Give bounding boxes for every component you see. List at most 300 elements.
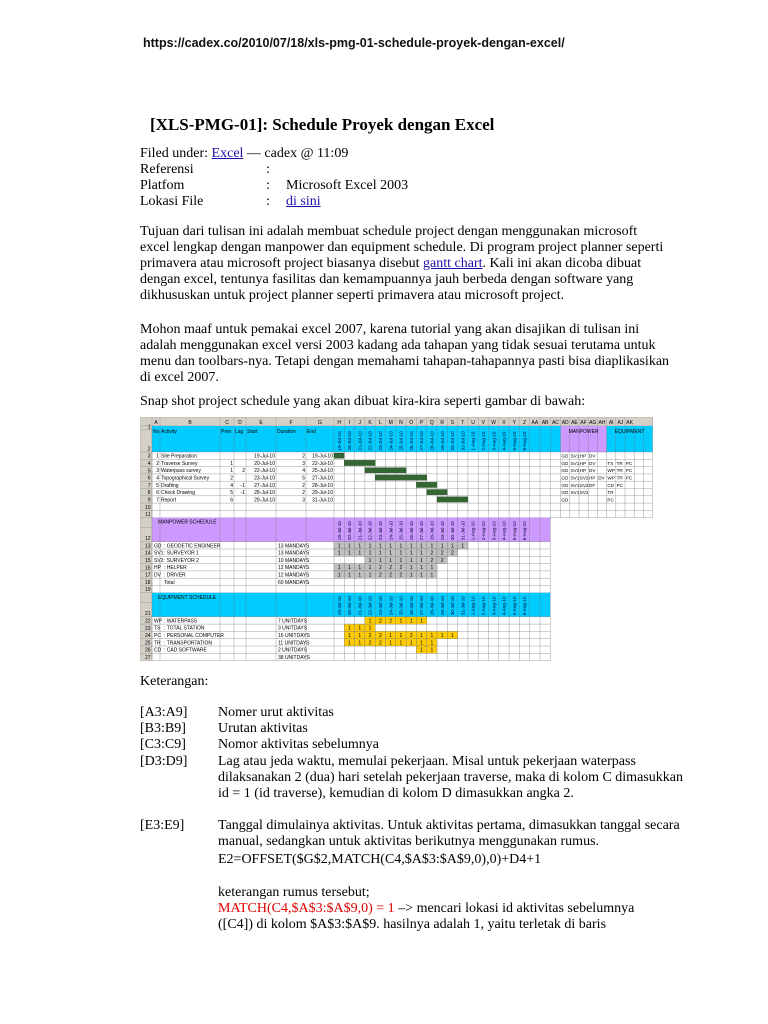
ref-a xyxy=(140,705,688,721)
activity-duration: 2 xyxy=(302,453,305,460)
activity-end: 25-Jul-10 xyxy=(312,468,333,475)
page-url: https://cadex.co/2010/07/18/xls-pmg-01-schedule-proyek-dengan-excel/ xyxy=(143,36,565,50)
section-date-label: 22-Jul-10 xyxy=(367,521,373,541)
schedule-value: 1 xyxy=(420,572,423,579)
column-letter: L xyxy=(378,420,382,426)
section-date-label: 4-Aug-10 xyxy=(501,521,507,541)
manpower-code: HP xyxy=(579,453,587,459)
schedule-code: DV xyxy=(154,572,161,579)
schedule-value: 1 xyxy=(451,543,454,550)
activity-duration: 3 xyxy=(302,497,305,504)
manpower-code: SV2 xyxy=(570,468,580,474)
column-letter: Z xyxy=(523,420,527,426)
activity-prev: 4 xyxy=(230,482,233,489)
schedule-value: 1 xyxy=(420,557,423,564)
schedule-qty: 3 UNITDAYS xyxy=(278,625,308,632)
row-number: 7 xyxy=(147,482,151,489)
file-location-link[interactable]: di sini xyxy=(286,194,321,209)
meta-value: Microsoft Excel 2003 xyxy=(286,178,409,193)
schedule-value: 1 xyxy=(358,640,362,647)
schedule-value: 1 xyxy=(430,572,434,579)
section-date-label: 26-Jul-10 xyxy=(408,596,414,616)
row-number: 23 xyxy=(144,625,151,632)
schedule-value: 1 xyxy=(451,633,454,639)
schedule-value: 1 xyxy=(399,618,403,625)
schedule-value: 1 xyxy=(348,640,351,647)
date-header: 21-Jul-10 xyxy=(357,431,363,451)
spreadsheet-snapshot xyxy=(140,417,768,663)
schedule-value: 1 xyxy=(348,543,351,550)
manpower-code: HP xyxy=(579,460,587,466)
section-date-label: 26-Jul-10 xyxy=(408,521,414,541)
ref-description: Lag atau jeda waktu, memulai pekerjaan. Misal untuk pekerjaan waterpass dilaksanakan 2 (dua) hari setelah pekerjaan traverse, maka di kolom C dimasukkan id = 1 (id traverse), kemudian di kolom D dimasukkan angka 2. xyxy=(218,754,683,801)
activity-name: Site Preparation xyxy=(161,453,197,460)
excel-category-link[interactable]: Excel xyxy=(211,146,244,161)
column-letter: H xyxy=(337,420,341,426)
schedule-value: 1 xyxy=(389,640,393,647)
row-number: 24 xyxy=(144,633,151,640)
activity-lag: -1 xyxy=(240,490,245,497)
section-date-label: 2-Aug-10 xyxy=(480,521,486,541)
activity-start: 28-Jul-10 xyxy=(254,490,275,497)
ref-b xyxy=(140,721,688,737)
manpower-code: SV1 xyxy=(570,490,580,496)
section-date-label: 20-Jul-10 xyxy=(347,521,353,541)
schedule-value: 2 xyxy=(389,618,393,625)
activity-prev: 5 xyxy=(230,490,233,497)
section-date-label: 20-Jul-10 xyxy=(347,596,353,616)
manpower-code: SV2 xyxy=(579,482,589,488)
equipment-code: WP xyxy=(607,468,615,474)
schedule-value: 2 xyxy=(378,640,382,647)
meta-lokasi-file xyxy=(140,194,540,210)
schedule-name: : GEODETIC ENGINEER xyxy=(164,543,221,550)
excel-version-paragraph: Mohon maaf untuk pemakai excel 2007, karena tutorial yang akan disajikan di tulisan ini adalah menggunakan excel versi 2003 kadang ada tahapan yang tidak sesuai terutama untuk menu dan toolbars-nya. Tetapi dengan memahami tahapan-tahapannya pasti bisa diaplikasikan di excel 2007. xyxy=(140,322,670,385)
column-letter: U xyxy=(471,420,475,426)
schedule-value: 1 xyxy=(420,618,423,625)
date-header: 30-Jul-10 xyxy=(450,431,456,451)
schedule-name: : TRANSPORTATION xyxy=(164,640,212,647)
manpower-code: SV1 xyxy=(570,482,580,488)
section-date-label: 5-Aug-10 xyxy=(511,521,517,541)
row-number: 4 xyxy=(147,461,151,467)
equipment-code: PC xyxy=(616,482,623,488)
row-number: 13 xyxy=(144,543,151,550)
equipment-code: TR xyxy=(616,475,623,481)
manpower-code: GD xyxy=(561,490,569,496)
activity-duration: 3 xyxy=(302,460,305,467)
column-letter: S xyxy=(450,420,455,426)
page-title: [XLS-PMG-01]: Schedule Proyek dengan Excel xyxy=(150,115,495,134)
match-formula: MATCH(C4,$A$3:$A$9,0) = 1 xyxy=(218,901,395,916)
schedule-value: 1 xyxy=(337,550,341,557)
schedule-value: 1 xyxy=(348,625,351,632)
ref-range: [C3:C9] xyxy=(140,737,186,752)
column-header-duration: Duration xyxy=(277,429,296,435)
schedule-value: 1 xyxy=(440,633,444,639)
schedule-value: 2 xyxy=(389,572,393,579)
section-date-label: 4-Aug-10 xyxy=(501,596,507,616)
activity-name: Check Drawing xyxy=(161,490,195,497)
equipment-code: TR xyxy=(616,460,623,466)
date-header: 22-Jul-10 xyxy=(367,431,373,451)
row-number: 5 xyxy=(147,468,151,475)
schedule-value: 1 xyxy=(348,565,351,572)
intro-text-rest: . Kali ini akan dicoba dibuat dengan excel, tentunya fasilitas dan kemampuannya jauh berbeda dengan software yang dikhususkan untuk project planner seperti primavera atau microsoft project. xyxy=(140,256,642,303)
column-letter: AF xyxy=(580,420,587,426)
column-letter: AI xyxy=(608,420,614,426)
column-header-activity: Activity xyxy=(161,429,177,435)
activity-end: 31-Jul-10 xyxy=(312,497,333,504)
column-letter: AG xyxy=(589,420,597,426)
match-explanation-text: –> mencari lokasi id aktivitas sebelumnya ([C4]) di kolom $A$3:$A$9. hasilnya adalah 1, yaitu terletak di baris xyxy=(218,901,635,932)
row-number: 14 xyxy=(144,550,151,557)
date-header: 25-Jul-10 xyxy=(398,431,404,451)
schedule-code: HP xyxy=(154,565,161,572)
activity-start: 27-Jul-10 xyxy=(254,482,275,489)
match-explanation xyxy=(218,901,668,933)
schedule-value: 1 xyxy=(399,557,403,564)
equipment-code: PC xyxy=(625,468,633,474)
section-date-label: 25-Jul-10 xyxy=(398,596,404,616)
date-header: 24-Jul-10 xyxy=(388,431,394,451)
schedule-qty: 13 MANDAYS xyxy=(278,543,310,550)
schedule-value: 1 xyxy=(430,640,434,647)
manpower-code: GD xyxy=(561,497,569,503)
manpower-code: DF xyxy=(589,482,596,488)
activity-prev: 1 xyxy=(230,460,233,467)
row-number: 17 xyxy=(144,572,151,579)
activity-end: 19-Jul-10 xyxy=(312,453,333,460)
activity-end: 22-Jul-10 xyxy=(312,460,333,467)
schedule-value: 1 xyxy=(399,543,403,550)
date-header: 1-Aug-10 xyxy=(470,431,476,451)
section-date-label: 1-Aug-10 xyxy=(470,521,476,541)
equipment-total-qty: 38 UNITDAYS xyxy=(278,654,310,661)
section-date-label: 31-Jul-10 xyxy=(460,596,466,616)
schedule-code: GD xyxy=(154,543,162,550)
schedule-name: : DRIVER xyxy=(164,572,186,579)
date-header: 29-Jul-10 xyxy=(439,431,445,451)
activity-start: 29-Jul-10 xyxy=(254,497,275,504)
section-date-label: 1-Aug-10 xyxy=(470,596,476,616)
equipment-code: CD xyxy=(607,482,615,488)
section-date-label: 24-Jul-10 xyxy=(388,521,394,541)
schedule-value: 1 xyxy=(358,565,362,572)
schedule-name: : TOTAL STATION xyxy=(164,625,205,632)
section-date-label: 25-Jul-10 xyxy=(398,521,404,541)
activity-lag: 2 xyxy=(242,468,245,475)
schedule-code: CD xyxy=(154,647,162,654)
schedule-value: 2 xyxy=(378,572,382,579)
schedule-qty: 12 MANDAYS xyxy=(278,572,310,579)
meta-key: Lokasi File xyxy=(140,194,204,209)
column-letter: D xyxy=(238,420,242,426)
section-date-label: 28-Jul-10 xyxy=(429,521,435,541)
schedule-value: 1 xyxy=(430,647,434,654)
row-number: 8 xyxy=(147,490,151,497)
schedule-value: 1 xyxy=(430,565,434,572)
column-letter: N xyxy=(399,420,403,426)
row-number: 19 xyxy=(144,587,151,594)
activity-no: 2 xyxy=(156,460,159,467)
schedule-value: 1 xyxy=(389,633,393,639)
schedule-value: 1 xyxy=(409,618,413,625)
column-letter: AE xyxy=(571,420,578,426)
column-header-prev: Prev xyxy=(221,429,232,435)
schedule-value: 2 xyxy=(440,557,444,564)
section-date-label: 5-Aug-10 xyxy=(511,596,517,616)
section-date-label: 3-Aug-10 xyxy=(491,521,497,541)
schedule-name: : SURVEYOR 2 xyxy=(164,557,199,564)
ref-description: Urutan aktivitas xyxy=(218,721,308,736)
filed-under-prefix: Filed under: xyxy=(140,146,212,161)
activity-no: 3 xyxy=(156,468,159,475)
section-date-label: 30-Jul-10 xyxy=(450,521,456,541)
schedule-value: 2 xyxy=(440,550,444,557)
column-letter: X xyxy=(502,420,506,426)
activity-no: 4 xyxy=(156,475,159,482)
schedule-name: : WATERPASS xyxy=(164,618,198,625)
column-letter: C xyxy=(225,420,229,426)
schedule-value: 1 xyxy=(358,550,362,557)
schedule-value: 1 xyxy=(389,543,393,550)
row-number: 25 xyxy=(144,640,151,647)
activity-duration: 5 xyxy=(302,475,305,482)
section-date-label: 27-Jul-10 xyxy=(419,521,425,541)
activity-start: 23-Jul-10 xyxy=(254,475,275,482)
section-date-label: 21-Jul-10 xyxy=(357,521,363,541)
schedule-code: TS xyxy=(154,625,161,632)
column-letter: O xyxy=(409,420,414,426)
date-header: 5-Aug-10 xyxy=(511,431,517,451)
ref-d xyxy=(140,754,688,818)
schedule-name: : PERSONAL COMPUTER xyxy=(164,633,224,639)
schedule-qty: 11 UNITDAYS xyxy=(278,640,310,647)
schedule-value: 1 xyxy=(348,572,351,579)
column-letter: V xyxy=(481,420,486,426)
column-letter: AA xyxy=(531,420,539,426)
schedule-value: 1 xyxy=(368,543,372,550)
schedule-value: 2 xyxy=(430,557,434,564)
manpower-code: DV xyxy=(589,468,596,474)
formula: E2=OFFSET($G$2,MATCH(C4,$A$3:$A$9,0),0)+D4+1 xyxy=(218,852,542,867)
row-number: 21 xyxy=(144,611,151,618)
date-header: 20-Jul-10 xyxy=(347,431,353,451)
column-letter: K xyxy=(368,420,372,426)
gantt-bar xyxy=(365,468,406,473)
column-header-no: No xyxy=(153,429,160,435)
column-letter: E xyxy=(259,420,263,426)
ref-range: [B3:B9] xyxy=(140,721,186,736)
activity-end: 29-Jul-10 xyxy=(312,490,333,497)
gantt-chart-link[interactable]: gantt chart xyxy=(423,256,483,271)
section-date-label: 23-Jul-10 xyxy=(377,596,383,616)
row-header xyxy=(140,518,152,528)
schedule-value: 1 xyxy=(409,543,413,550)
column-letter: W xyxy=(491,420,497,426)
column-letter: M xyxy=(388,420,393,426)
schedule-value: 1 xyxy=(430,633,434,639)
column-letter: AD xyxy=(561,420,569,426)
equipment-code: WP xyxy=(607,475,615,481)
schedule-code: WP xyxy=(154,618,163,625)
section-date-label: 6-Aug-10 xyxy=(522,521,528,541)
manpower-code: HP xyxy=(589,475,596,481)
snapshot-paragraph: Snap shot project schedule yang akan dibuat kira-kira seperti gambar di bawah: xyxy=(140,394,586,409)
manpower-code: DV xyxy=(589,460,596,466)
schedule-value: 1 xyxy=(409,565,413,572)
section-date-label: 6-Aug-10 xyxy=(522,596,528,616)
ref-c xyxy=(140,737,688,753)
manpower-code: GD xyxy=(561,482,569,488)
schedule-value: 1 xyxy=(420,550,423,557)
gantt-bar xyxy=(416,482,437,487)
equipment-header: EQUIPMENT xyxy=(614,429,645,435)
schedule-value: 1 xyxy=(348,633,351,639)
ref-range: [E3:E9] xyxy=(140,818,185,833)
schedule-name: : CAD SOFTWARE xyxy=(164,647,207,654)
schedule-value: 1 xyxy=(430,543,434,550)
row-number: 2 xyxy=(147,446,151,453)
date-header: 26-Jul-10 xyxy=(408,431,414,451)
manpower-code: SV2 xyxy=(579,490,589,496)
schedule-value: 1 xyxy=(378,557,382,564)
column-letter: T xyxy=(461,420,465,426)
schedule-value: 2 xyxy=(399,572,403,579)
row-number: 16 xyxy=(144,565,151,572)
activity-no: 5 xyxy=(156,482,159,489)
row-number: 6 xyxy=(147,475,151,482)
schedule-code: SV1 xyxy=(154,550,164,557)
activity-no: 7 xyxy=(156,497,159,504)
section-date-label: 3-Aug-10 xyxy=(491,596,497,616)
ref-range: [D3:D9] xyxy=(140,754,188,769)
schedule-value: 2 xyxy=(399,565,403,572)
row-number: 15 xyxy=(144,558,151,564)
schedule-value: 2 xyxy=(378,618,382,625)
equipment-code: PC xyxy=(625,460,633,466)
schedule-value: 2 xyxy=(389,565,393,572)
activity-duration: 2 xyxy=(302,490,305,497)
activity-lag: -1 xyxy=(240,482,245,489)
schedule-code: PC xyxy=(154,633,161,639)
column-letter: G xyxy=(318,420,322,426)
schedule-value: 2 xyxy=(378,633,382,639)
column-letter: I xyxy=(348,420,351,426)
meta-platfom xyxy=(140,178,540,194)
section-date-label: 29-Jul-10 xyxy=(439,596,445,616)
date-header: 31-Jul-10 xyxy=(460,431,466,451)
row-number: 27 xyxy=(144,655,151,661)
schedule-value: 1 xyxy=(409,557,413,564)
activity-duration: 2 xyxy=(302,482,305,489)
row-number: 3 xyxy=(147,453,151,460)
schedule-value: 1 xyxy=(368,572,372,579)
section-title: MANPOWER SCHEDULE xyxy=(158,519,217,526)
gantt-bar xyxy=(437,497,468,502)
manpower-code: HP xyxy=(579,468,587,474)
section-date-label: 19-Jul-10 xyxy=(336,596,342,616)
schedule-value: 1 xyxy=(368,550,372,557)
schedule-value: 1 xyxy=(368,565,372,572)
activity-no: 6 xyxy=(156,490,159,497)
meta-key: Platfom xyxy=(140,178,185,193)
spreadsheet-grid xyxy=(140,417,768,663)
section-date-label: 19-Jul-10 xyxy=(336,521,342,541)
manpower-code: GD xyxy=(561,453,569,459)
section-date-label: 23-Jul-10 xyxy=(377,521,383,541)
gantt-bar xyxy=(427,490,448,495)
manpower-code: GD xyxy=(561,475,569,481)
column-letter: Q xyxy=(429,420,434,426)
schedule-code: TR xyxy=(154,640,161,647)
equipment-code: TR xyxy=(607,490,614,496)
schedule-value: 2 xyxy=(430,550,434,557)
column-letter: J xyxy=(358,420,361,426)
activity-duration: 4 xyxy=(302,468,305,475)
date-header: 6-Aug-10 xyxy=(522,431,528,451)
schedule-value: 1 xyxy=(358,543,362,550)
schedule-value: 2 xyxy=(368,640,372,647)
manpower-header: MANPOWER xyxy=(568,429,599,435)
schedule-value: 1 xyxy=(409,550,413,557)
meta-colon: : xyxy=(266,178,270,193)
gantt-bar xyxy=(375,475,427,480)
row-number: 18 xyxy=(144,579,151,586)
column-letter: F xyxy=(289,420,293,426)
column-letter: AK xyxy=(626,420,633,426)
date-header: 27-Jul-10 xyxy=(419,431,425,451)
schedule-value: 2 xyxy=(378,565,382,572)
column-letter: AJ xyxy=(617,420,624,426)
gantt-bar xyxy=(334,453,344,458)
schedule-value: 1 xyxy=(399,633,403,639)
row-number: 11 xyxy=(145,512,151,519)
activity-start: 19-Jul-10 xyxy=(254,453,275,460)
row-number: 26 xyxy=(144,647,151,654)
schedule-name: : SURVEYOR 1 xyxy=(164,550,199,557)
schedule-qty: 10 MANDAYS xyxy=(278,557,310,564)
schedule-code: SV2 xyxy=(154,557,164,564)
row-number: 1 xyxy=(147,424,151,431)
activity-prev: 1 xyxy=(230,468,233,475)
schedule-value: 1 xyxy=(368,557,372,564)
schedule-qty: 2 UNITDAYS xyxy=(278,647,308,654)
intro-text: Tujuan dari tulisan ini adalah membuat schedule project dengan menggunakan microsoft excel lengkap dengan manpower dan equipment schedule. Di program project planner seperti primavera atau microsoft project biasanya disebut xyxy=(140,224,664,271)
meta-colon: : xyxy=(266,194,270,209)
column-letter: AB xyxy=(541,420,549,426)
row-number: 9 xyxy=(147,497,151,504)
date-header: 23-Jul-10 xyxy=(377,431,383,451)
column-letter: Y xyxy=(512,420,516,426)
filed-under-suffix: — cadex @ 11:09 xyxy=(243,146,349,161)
schedule-value: 1 xyxy=(358,625,362,632)
column-letter: R xyxy=(440,420,444,426)
ref-description: Nomor aktivitas sebelumnya xyxy=(218,737,379,752)
activity-name: Waterpass survey xyxy=(161,468,201,475)
activity-start: 22-Jul-10 xyxy=(254,468,275,475)
schedule-qty: 12 MANDAYS xyxy=(278,565,310,572)
gantt-bar xyxy=(344,460,375,465)
column-letter: P xyxy=(419,420,424,426)
ref-description: Nomer urut aktivitas xyxy=(218,705,334,720)
activity-prev: 2 xyxy=(230,475,233,482)
schedule-value: 1 xyxy=(368,618,372,625)
meta-referensi xyxy=(140,162,540,178)
filed-under xyxy=(140,146,348,162)
intro-paragraph xyxy=(140,224,670,304)
